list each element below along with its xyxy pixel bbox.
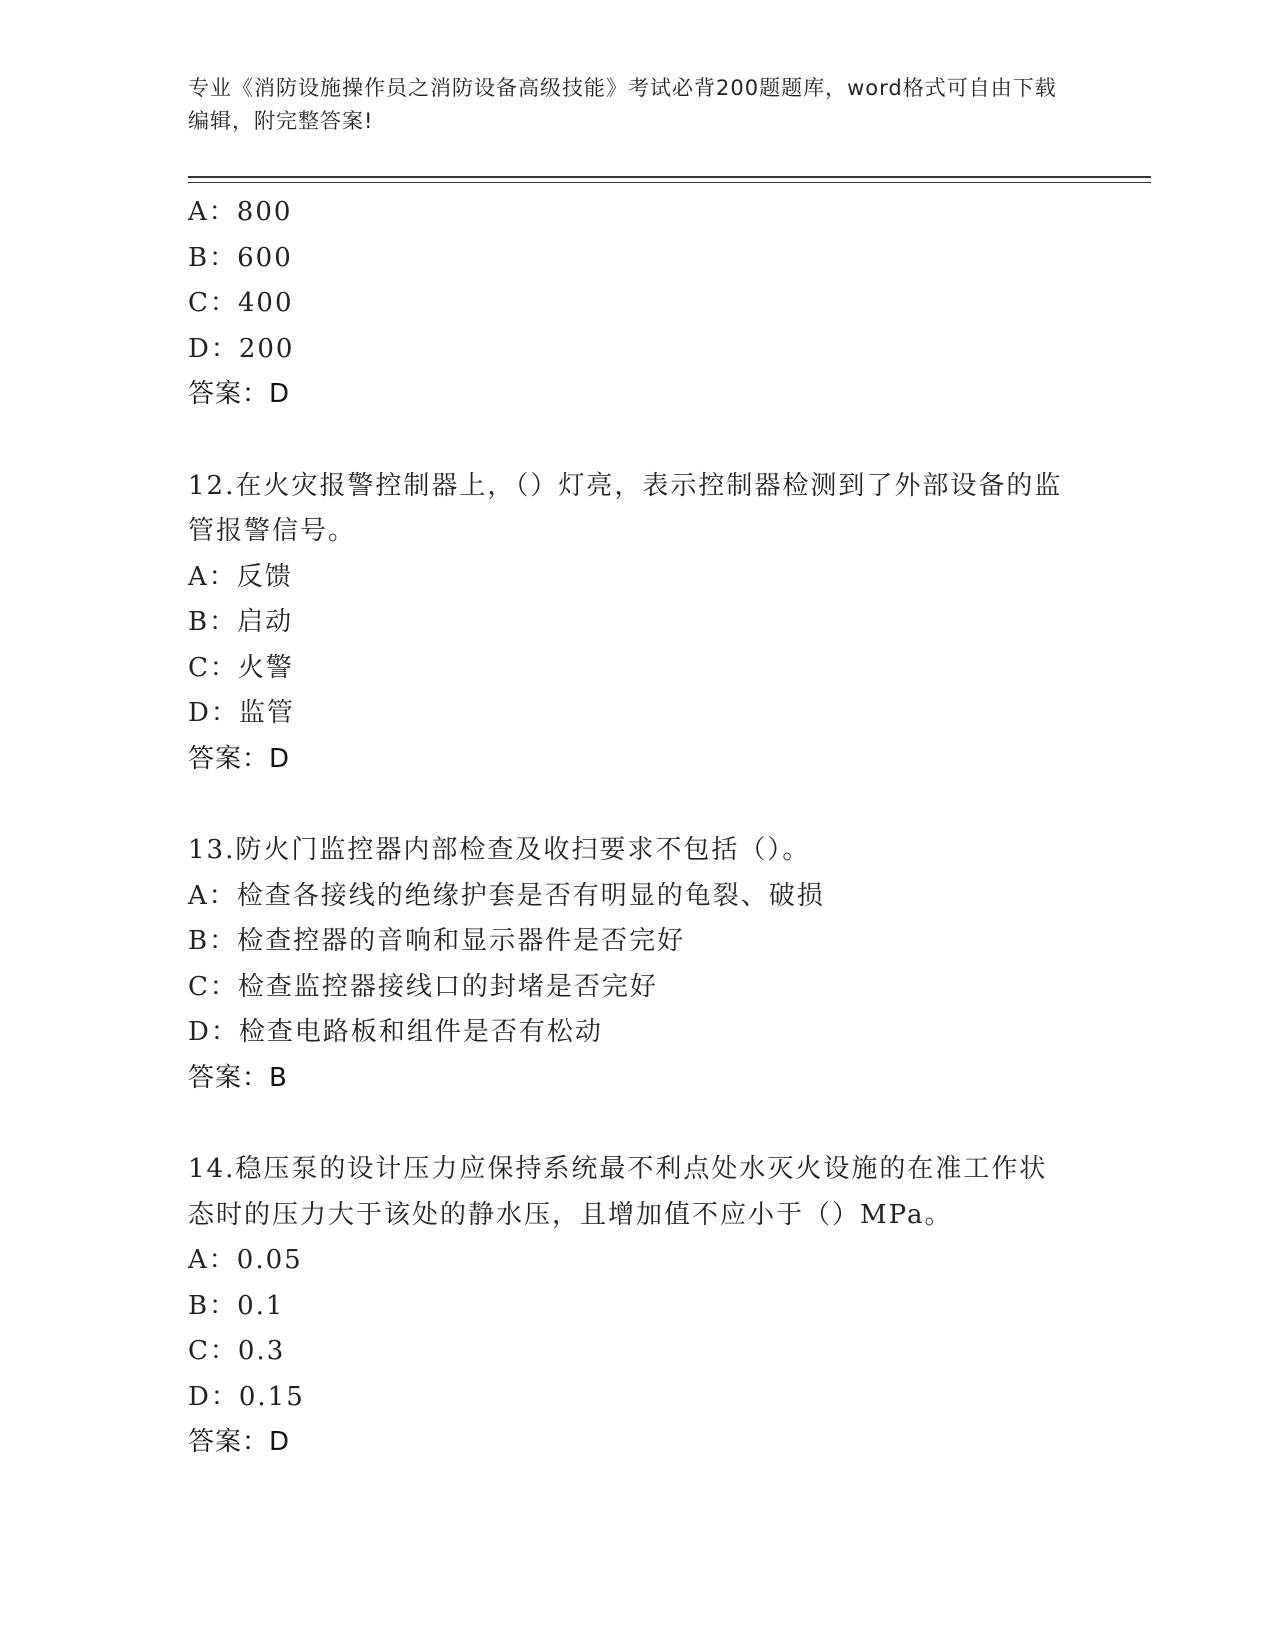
question-14: [188, 1147, 1088, 1466]
option-c: C：0.3: [188, 1336, 286, 1366]
answer-line: 答案：D: [188, 1427, 291, 1457]
option-c: C：400: [188, 288, 294, 318]
option-a: A：800: [188, 197, 293, 227]
option-a: A：检查各接线的绝缘护套是否有明显的龟裂、破损: [188, 880, 825, 911]
question-stem: 12.在火灾报警控制器上，（）灯亮，表示控制器检测到了外部设备的监管报警信号。: [188, 470, 1063, 546]
question-11-continued: [188, 190, 1088, 418]
option-a: A：反馈: [188, 561, 293, 592]
option-d: D：0.15: [188, 1381, 305, 1412]
option-d: D：检查电路板和组件是否有松动: [188, 1017, 603, 1047]
header-divider-thick: [188, 176, 1151, 178]
question-content: [188, 190, 1088, 1466]
answer-line: 答案：B: [188, 1062, 288, 1093]
document-title: 专业《消防设施操作员之消防设备高级技能》考试必背200题题库，word格式可自由下载编辑，附完整答案!: [188, 76, 1057, 133]
page-header: [188, 72, 1068, 138]
option-d: D：监管: [188, 698, 295, 728]
option-b: B：600: [188, 242, 293, 273]
question-stem: 13.防火门监控器内部检查及收扫要求不包括（）。: [188, 835, 811, 865]
option-c: C：火警: [188, 652, 294, 683]
option-b: B：启动: [188, 607, 294, 637]
option-b: B：0.1: [188, 1290, 285, 1321]
option-c: C：检查监控器接线口的封堵是否完好: [188, 971, 658, 1002]
header-divider-thin: [188, 182, 1151, 183]
option-d: D：200: [188, 333, 295, 364]
question-12: [188, 464, 1088, 783]
option-b: B：检查控器的音响和显示器件是否完好: [188, 926, 686, 956]
question-stem: 14.稳压泵的设计压力应保持系统最不利点处水灭火设施的在准工作状态时的压力大于该处的静水压，且增加值不应小于（）MPa。: [188, 1154, 1048, 1230]
option-a: A：0.05: [188, 1245, 303, 1275]
answer-line: 答案：D: [188, 743, 291, 774]
answer-line: 答案：D: [188, 379, 291, 409]
question-13: [188, 828, 1088, 1101]
